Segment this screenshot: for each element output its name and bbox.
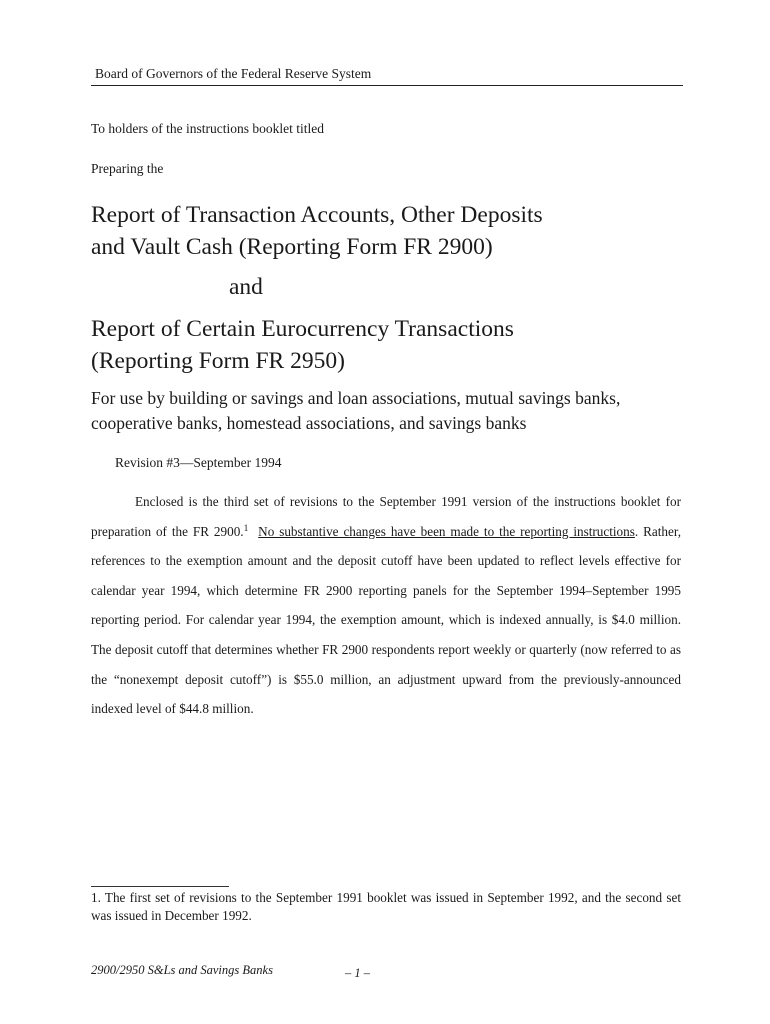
report-title-2-line-1: Report of Certain Eurocurrency Transactions — [91, 316, 514, 342]
footnote-marker: 1 — [243, 523, 249, 534]
body-text-part-2: . Rather, references to the exemption amount and the deposit cutoff have been updated to reflect levels effective for calendar year 1994, which determine FR 2900 reporting panels for the September 1994–September 1995 reporting period. For calendar year 1994, the exemption amount, which is indexed annually, is $4.0 million. The deposit cutoff that determines whether FR 2900 respondents report weekly or quarterly (now referred to as the “nonexempt deposit cutoff”) is $55.0 million, an adjustment upward from the previously-announced indexed level of $44.8 million. — [91, 523, 682, 717]
subtitle-line-1: For use by building or savings and loan associations, mutual savings banks, — [91, 388, 621, 408]
footnote-text: 1. The first set of revisions to the September 1991 booklet was issued in September 1992, and the second set was issued in December 1992. — [91, 890, 681, 923]
body-paragraph — [91, 487, 681, 724]
intro-line-preparing: Preparing the — [91, 161, 164, 176]
report-title-1-line-2: and Vault Cash (Reporting Form FR 2900) — [91, 234, 493, 260]
subtitle-line-2: cooperative banks, homestead associations, and savings banks — [91, 413, 527, 433]
footnote-divider — [91, 886, 229, 887]
page-number: – 1 – — [345, 966, 370, 980]
footer-document-id: 2900/2950 S&Ls and Savings Banks — [91, 963, 273, 977]
body-text-part-1: Enclosed is the third set of revisions to the September 1991 version of the instructions booklet for preparation of the FR 2900. — [91, 494, 681, 539]
report-title-1-line-1: Report of Transaction Accounts, Other Deposits — [91, 202, 543, 228]
body-text-underlined: No substantive changes have been made to the reporting instructions — [258, 523, 635, 539]
page-header: Board of Governors of the Federal Reserve System — [91, 66, 683, 86]
revision-label: Revision #3—September 1994 — [115, 455, 282, 470]
intro-line: To holders of the instructions booklet titled — [91, 121, 325, 136]
report-title-2-line-2: (Reporting Form FR 2950) — [91, 348, 345, 374]
title-conjunction: and — [229, 274, 263, 300]
